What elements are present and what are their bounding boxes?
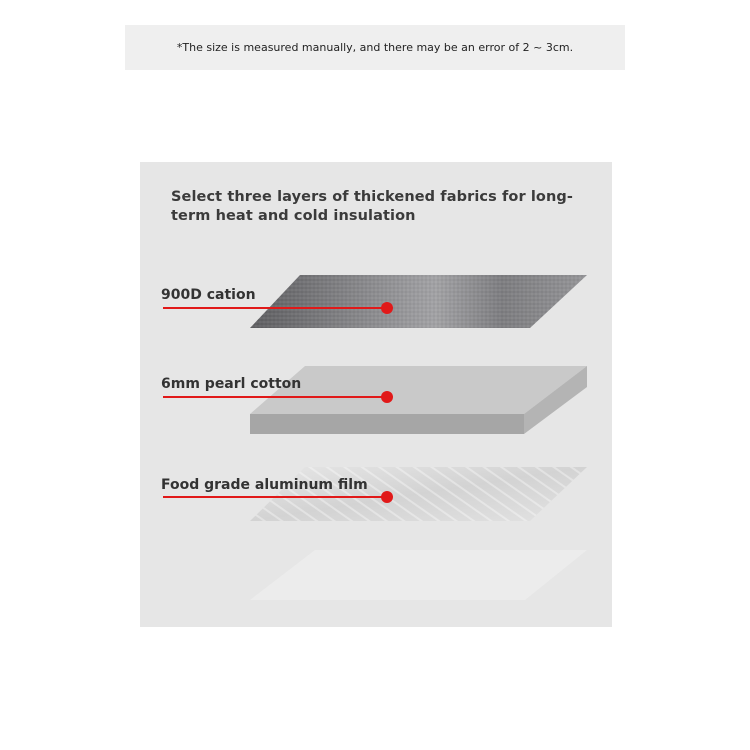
pointer-line-pearl-cotton <box>163 396 385 398</box>
pointer-line-aluminum-film <box>163 496 385 498</box>
panel-headline: Select three layers of thickened fabrics for long-term heat and cold insulation <box>171 189 574 224</box>
measurement-note: *The size is measured manually, and there may be an error of 2 ~ 3cm. <box>125 25 625 70</box>
layer-label-cation: 900D cation <box>161 287 256 303</box>
pointer-dot-cation <box>381 302 393 314</box>
layer-label-pearl-cotton: 6mm pearl cotton <box>161 376 302 392</box>
layer-label-aluminum-film: Food grade aluminum film <box>161 477 368 493</box>
pointer-dot-pearl-cotton <box>381 391 393 403</box>
layer-cation-sheet <box>250 275 587 328</box>
layer-inner-lining-sheet <box>250 550 587 600</box>
layer-aluminum-film-sheet <box>250 467 587 521</box>
pointer-dot-aluminum-film <box>381 491 393 503</box>
pointer-line-cation <box>163 307 385 309</box>
